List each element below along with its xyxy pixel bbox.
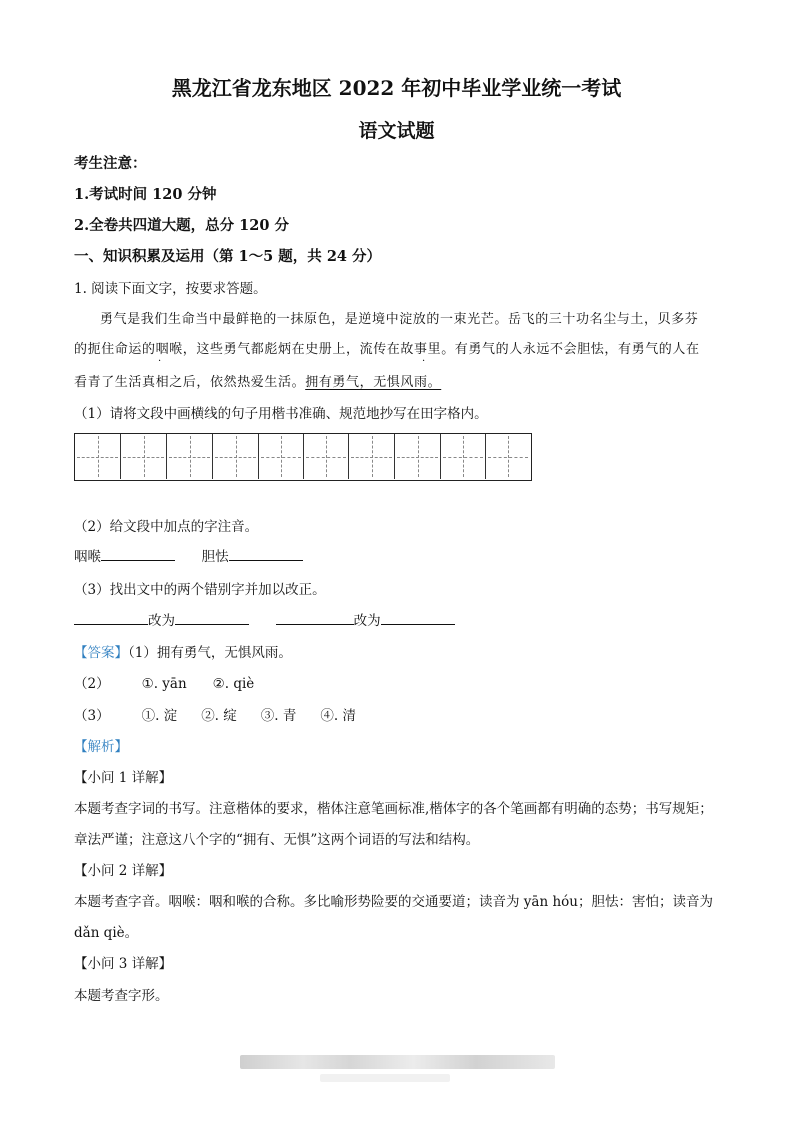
answer-line-2 — [74, 672, 254, 692]
analysis-label: 【解析】 — [74, 739, 128, 755]
answer-3-number: （3） — [74, 708, 110, 724]
sub-question-1: （1）请将文段中画横线的句子用楷书准确、规范地抄写在田字格内。 — [74, 406, 488, 422]
wrong-char-blank-2[interactable] — [276, 610, 354, 625]
blurred-footer-watermark — [240, 1055, 555, 1069]
grid-cell[interactable] — [395, 434, 441, 479]
grid-cell[interactable] — [213, 434, 259, 479]
analysis-part-2-heading: 【小问 2 详解】 — [74, 863, 173, 879]
emphasis-dot: · — [422, 356, 426, 367]
grid-cell[interactable] — [304, 434, 349, 479]
answer-3-item-4: ④. 清 — [320, 708, 356, 724]
analysis-part-3-heading: 【小问 3 详解】 — [74, 956, 173, 972]
answer-label: 【答案】 — [74, 645, 128, 661]
analysis-part-2-line-2: dǎn qiè。 — [74, 925, 139, 941]
pinyin-blank-1[interactable] — [101, 546, 175, 561]
passage-line-2: 的扼住命运的咽喉，这些勇气都彪炳在史册上，流传在故事里。有勇气的人永远不会胆怯，有勇气的人在 — [74, 342, 700, 357]
passage-line-3-text: 看青了生活真相之后，依然热爱生活。 — [74, 375, 306, 390]
answer-2-item-2: ②. qiè — [212, 676, 255, 692]
blurred-footer-watermark-2 — [320, 1074, 450, 1082]
answer-3-item-3: ③. 青 — [260, 708, 297, 724]
answer-1: （1）拥有勇气，无惧风雨。 — [128, 645, 292, 661]
passage-line-1: 勇气是我们生命当中最鲜艳的一抹原色，是逆境中淀放的一束光芒。岳飞的三十功名尘与土，贝多芬 — [100, 312, 699, 327]
analysis-part-2-line-1: 本题考查字音。咽喉：咽和喉的合称。多比喻形势险要的交通要道；读音为 yān hóu；胆怯：害怕；读音为 — [74, 894, 713, 910]
answer-2-item-1: ①. yān — [141, 676, 187, 692]
passage-line-3 — [74, 371, 441, 390]
analysis-part-1-line-2: 章法严谨；注意这八个字的“拥有、无惧”这两个词语的写法和结构。 — [74, 832, 480, 848]
correction-blank-row — [74, 609, 455, 629]
emphasis-dot: · — [158, 356, 162, 367]
exam-title: 黑龙江省龙东地区 2022 年初中毕业学业统一考试 — [171, 76, 622, 100]
grid-cell[interactable] — [167, 434, 213, 479]
sub-question-3: （3）找出文中的两个错别字并加以改正。 — [74, 582, 326, 598]
exam-subtitle: 语文试题 — [358, 120, 435, 142]
notice-item-2: 2.全卷共四道大题，总分 120 分 — [74, 217, 289, 234]
word-danqie: 胆怯 — [201, 549, 229, 565]
sub-question-2: （2）给文段中加点的字注音。 — [74, 519, 259, 535]
notice-heading: 考生注意： — [74, 155, 147, 172]
section-1-heading: 一、知识积累及运用（第 1～5 题，共 24 分） — [74, 248, 382, 265]
question-1-stem: 1. 阅读下面文字，按要求答题。 — [74, 281, 267, 297]
answer-line-1 — [74, 641, 292, 661]
change-to-label: 改为 — [353, 613, 381, 629]
notice-item-1: 1.考试时间 120 分钟 — [74, 186, 217, 203]
pinyin-blank-row — [74, 545, 303, 565]
answer-3-item-1: ①. 淀 — [141, 708, 178, 724]
analysis-part-3-line-1: 本题考查字形。 — [74, 988, 169, 1004]
correct-char-blank-1[interactable] — [175, 610, 249, 625]
grid-cell[interactable] — [75, 434, 121, 479]
answer-line-3 — [74, 704, 356, 724]
answer-2-number: （2） — [74, 676, 110, 692]
grid-cell[interactable] — [486, 434, 530, 479]
pinyin-blank-2[interactable] — [229, 546, 303, 561]
wrong-char-blank-1[interactable] — [74, 610, 148, 625]
analysis-part-1-heading: 【小问 1 详解】 — [74, 770, 173, 786]
grid-cell[interactable] — [121, 434, 167, 479]
grid-cell[interactable] — [441, 434, 486, 479]
answer-3-item-2: ②. 绽 — [201, 708, 237, 724]
tianzige-grid[interactable] — [74, 433, 532, 481]
grid-cell[interactable] — [349, 434, 395, 479]
correct-char-blank-2[interactable] — [381, 610, 455, 625]
analysis-part-1-line-1: 本题考查字词的书写。注意楷体的要求，楷体注意笔画标准,楷体字的各个笔画都有明确的态势；书写规矩； — [74, 801, 713, 817]
change-to-label: 改为 — [148, 613, 175, 629]
word-yanhou: 咽喉 — [74, 549, 101, 565]
underlined-sentence: 拥有勇气，无惧风雨。 — [305, 375, 442, 390]
grid-cell[interactable] — [259, 434, 304, 479]
